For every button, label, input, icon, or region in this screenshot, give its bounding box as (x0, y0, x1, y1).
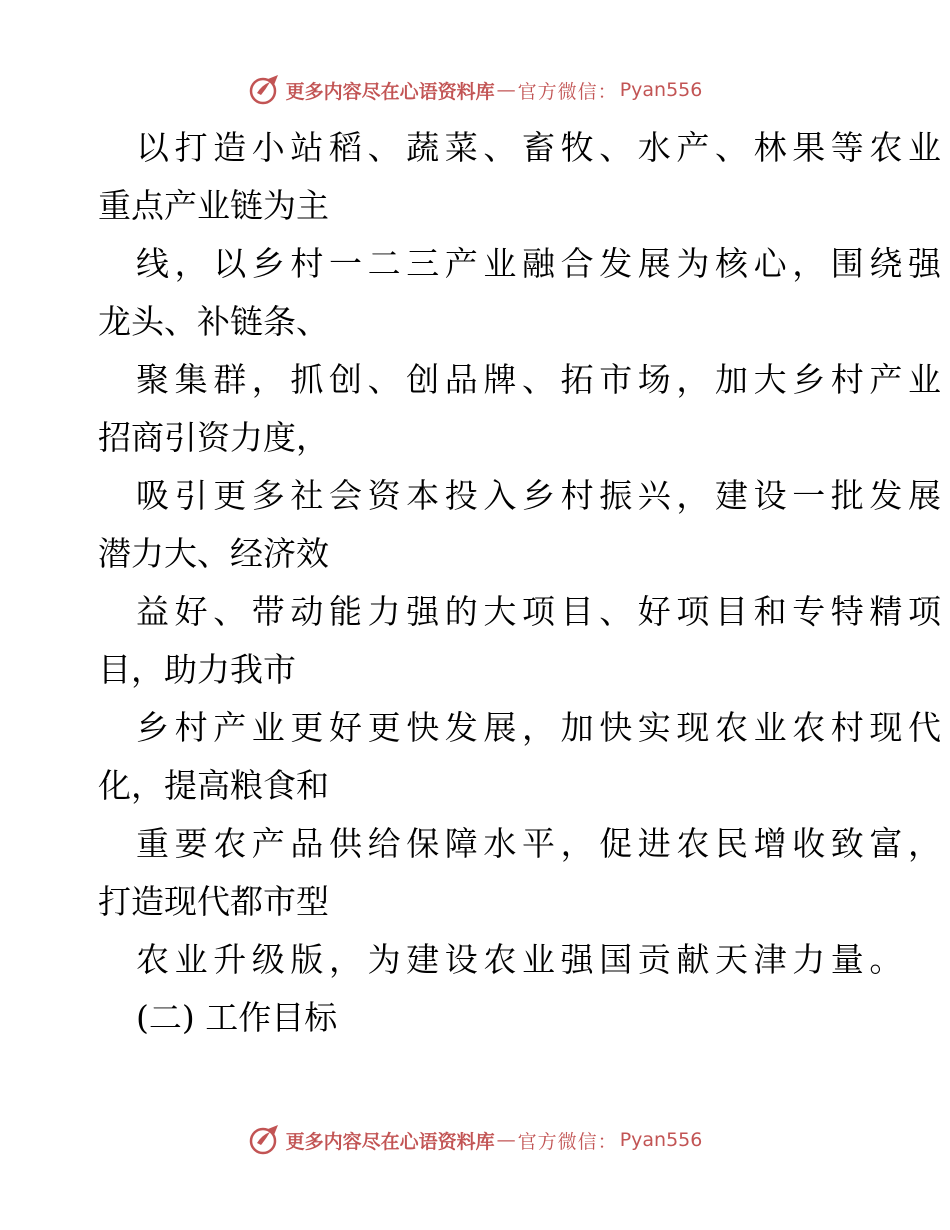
watermark-separator: — (496, 1129, 516, 1151)
watermark-wechat-id: Pyan556 (619, 1129, 703, 1151)
text-line: 重要农产品供给保障水平，促进农民增收致富， (136, 824, 947, 863)
watermark-wechat-label: 官方微信： (517, 80, 618, 103)
text-line: 乡村产业更好更快发展，加快实现农业农村现代 (136, 708, 947, 747)
text-line: 目，助力我市 (98, 650, 296, 689)
section-heading: (二) 工作目标 (136, 998, 338, 1037)
watermark-main-text: 更多内容尽在心语资料库 (285, 80, 495, 103)
text-line: 益好、带动能力强的大项目、好项目和专特精项 (136, 592, 947, 631)
text-line: 招商引资力度， (98, 418, 329, 457)
text-line: 打造现代都市型 (98, 882, 329, 921)
text-line: 吸引更多社会资本投入乡村振兴，建设一批发展 (136, 476, 947, 515)
text-line: 农业升级版，为建设农业强国贡献天津力量。 (136, 940, 908, 979)
watermark-separator: — (496, 79, 516, 101)
watermark-wechat-id: Pyan556 (619, 79, 703, 101)
text-line: 以打造小站稻、蔬菜、畜牧、水产、林果等农业 (136, 128, 947, 167)
watermark-wechat-label: 官方微信： (517, 1130, 618, 1153)
text-line: 龙头、补链条、 (98, 302, 329, 341)
footer-watermark (0, 1120, 950, 1160)
header-watermark (0, 70, 950, 110)
text-line: 线，以乡村一二三产业融合发展为核心，围绕强 (136, 244, 947, 283)
pen-logo-icon (248, 73, 282, 107)
pen-logo-icon (248, 1123, 282, 1157)
text-line: 化，提高粮食和 (98, 766, 329, 805)
text-line: 重点产业链为主 (98, 186, 329, 225)
watermark-main-text: 更多内容尽在心语资料库 (285, 1130, 495, 1153)
text-line: 聚集群，抓创、创品牌、拓市场，加大乡村产业 (136, 360, 947, 399)
text-line: 潜力大、经济效 (98, 534, 329, 573)
